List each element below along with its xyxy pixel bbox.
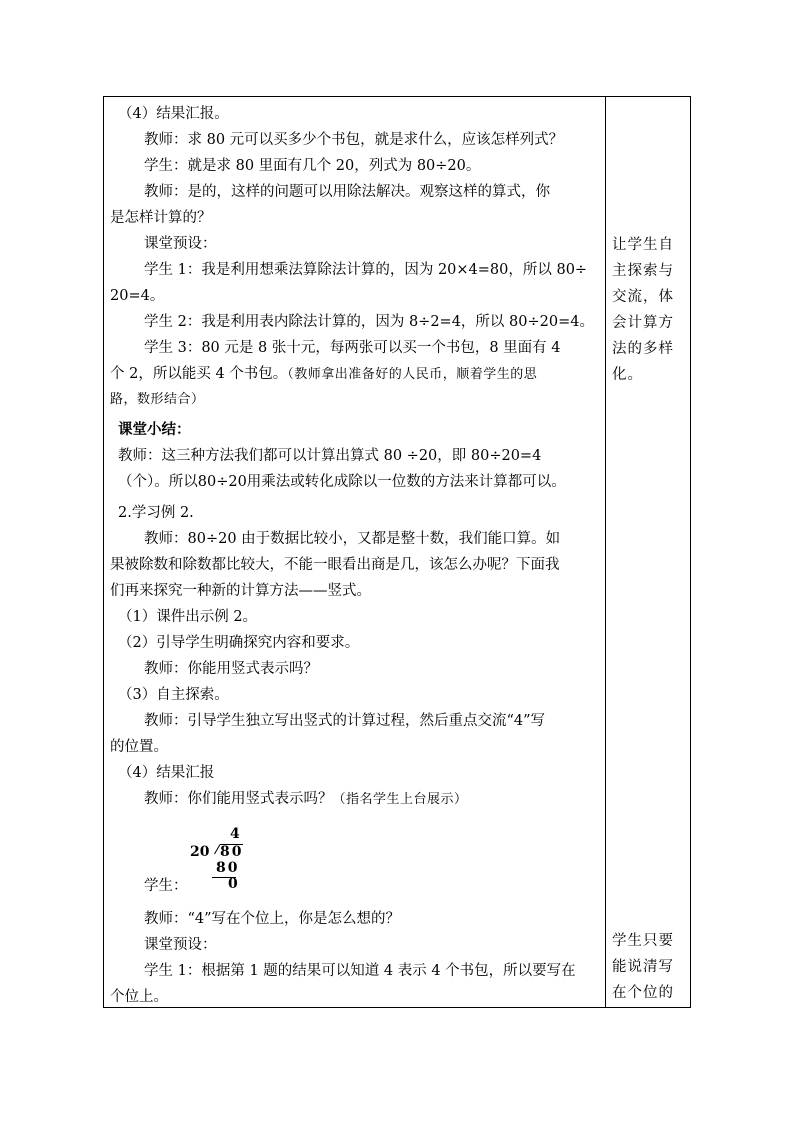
side-note-1 (612, 232, 686, 388)
section-heading: 2.学习例 2. (118, 505, 194, 521)
side-note-2 (612, 928, 686, 1006)
side-note-line: 主探索与 (612, 263, 674, 279)
division-remainder: 0 (228, 876, 238, 892)
text-line: 学生： (144, 878, 188, 894)
division-quotient: 4 (230, 826, 240, 842)
side-note-line: 法的多样 (612, 341, 674, 357)
teacher-note: （教师拿出准备好的人民币，顺着学生的思 (287, 367, 538, 382)
text-line (110, 364, 537, 385)
text-line: （2）引导学生明确探究内容和要求。 (118, 635, 360, 651)
text-line: 学生 2：我是利用表内除法计算的，因为 8÷2=4，所以 80÷20=4。 (144, 314, 594, 330)
side-note-line: 交流，体 (612, 289, 674, 305)
division-dividend: 80 (220, 844, 244, 860)
text-line: 课堂预设： (144, 236, 217, 252)
teacher-note: 路，数形结合） (110, 392, 205, 407)
text-line: 是怎样计算的？ (110, 210, 212, 226)
text-line: （1）课件出示例 2。 (118, 609, 258, 625)
text-line: 教师：引导学生独立写出竖式的计算过程，然后重点交流“4”写 (144, 713, 546, 729)
text-line: （3）自主探索。 (118, 687, 229, 703)
long-division (190, 822, 260, 892)
text-line: 教师：是的，这样的问题可以用除法解决。观察这样的算式，你 (144, 184, 550, 200)
text-line: 学生：就是求 80 里面有几个 20，列式为 80÷20。 (144, 158, 481, 174)
text-line: 教师：你能用竖式表示吗？ (144, 661, 318, 677)
text-line: 课堂预设： (144, 937, 217, 953)
division-product: 80 (216, 860, 240, 876)
column-divider (605, 96, 606, 1008)
text-line: 学生 1：我是利用想乘法算除法计算的，因为 20×4=80，所以 80÷ (144, 262, 588, 278)
text-line: 教师：“4”写在个位上，你是怎么想的？ (144, 911, 401, 927)
teacher-note: （指名学生上台展示） (332, 792, 468, 807)
text-line: 20=4。 (110, 288, 165, 304)
side-note-line: 在个位的 (612, 985, 674, 1001)
text-line: （4）结果汇报 (118, 765, 215, 781)
text-line: 学生 3：80 元是 8 张十元，每两张可以买一个书包，8 里面有 4 (144, 340, 561, 356)
text-line: 个位上。 (110, 989, 168, 1005)
text-line: 教师：80÷20 由于数据比较小，又都是整十数，我们能口算。如 (144, 531, 561, 547)
text-line: 们再来探究一种新的计算方法——竖式。 (110, 583, 371, 599)
text-line: 学生 1：根据第 1 题的结果可以知道 4 表示 4 个书包，所以要写在 (144, 963, 576, 979)
text-line (144, 789, 468, 810)
text-line: 果被除数和除数都比较大，不能一眼看出商是几，该怎么办呢？下面我 (110, 557, 560, 573)
text-span: 个 2，所以能买 4 个书包。 (110, 366, 288, 382)
text-line: 教师：这三种方法我们都可以计算出算式 80 ÷20，即 80÷20=4 (118, 448, 542, 464)
division-divisor: 20 (190, 844, 210, 860)
side-note-line: 化。 (612, 367, 643, 383)
text-line: 的位置。 (110, 739, 168, 755)
side-note-line: 会计算方 (612, 315, 674, 331)
side-note-line: 能说清写 (612, 959, 674, 975)
section-heading: 课堂小结： (118, 421, 191, 438)
text-line: （个）。所以80÷20用乘法或转化成除以一位数的方法来计算都可以。 (118, 474, 566, 490)
side-note-line: 让学生自 (612, 237, 674, 253)
side-note-line: 学生只要 (612, 933, 674, 949)
text-span: 教师：你们能用竖式表示吗？ (144, 791, 333, 807)
text-line: （4）结果汇报。 (118, 106, 229, 122)
text-line: 教师：求 80 元可以买多少个书包，就是求什么，应该怎样列式？ (144, 132, 564, 148)
